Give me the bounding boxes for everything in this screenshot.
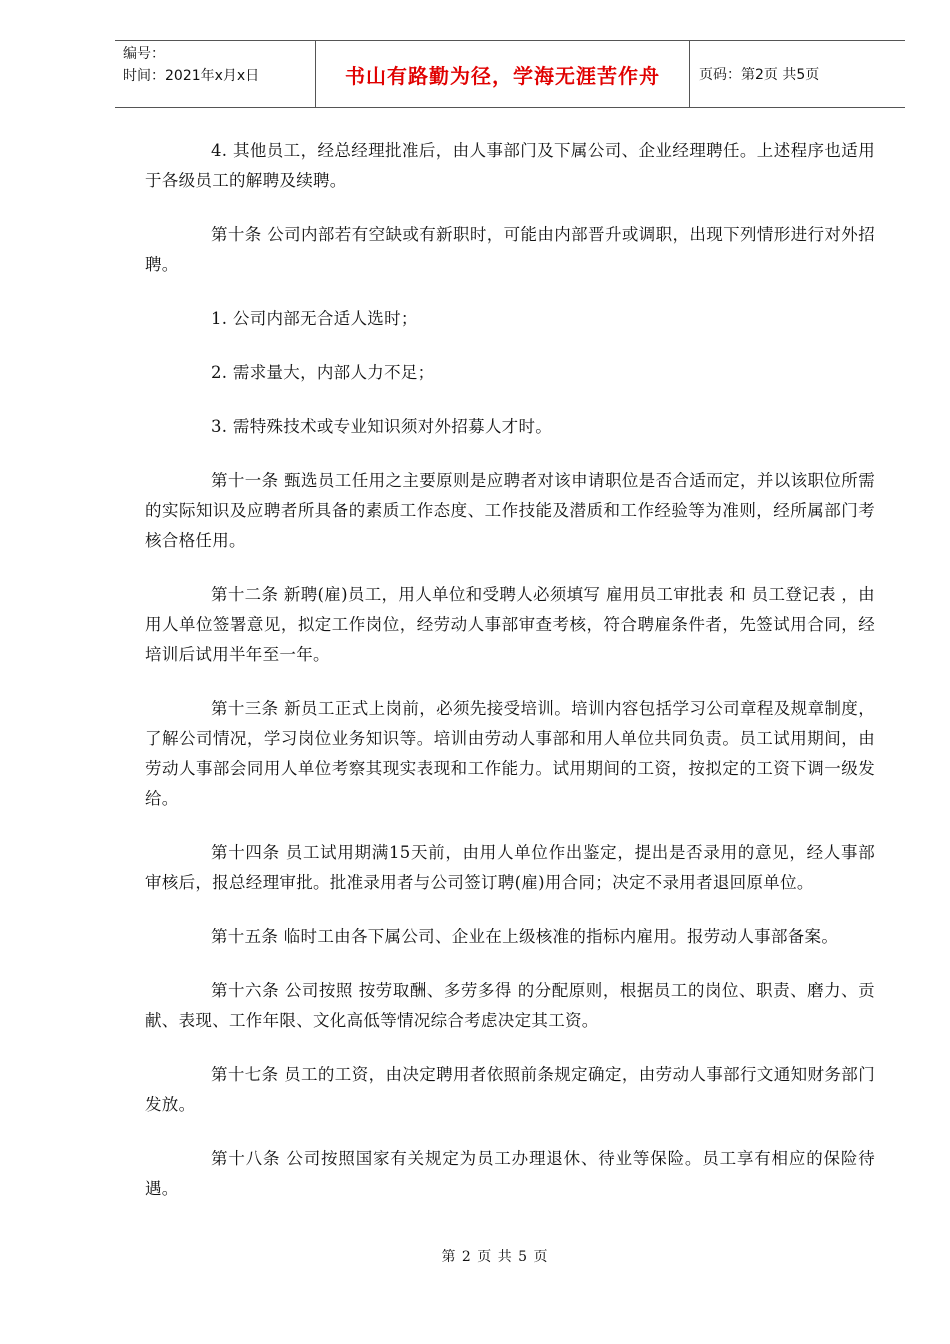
header-meta [115, 41, 316, 107]
paragraph: 3. 需特殊技术或专业知识须对外招募人才时。 [211, 417, 553, 436]
paragraph: 第十七条 员工的工资，由决定聘用者依照前条规定确定，由劳动人事部行文通知财务部门发放。 [145, 1065, 875, 1114]
paragraph: 第十六条 公司按照 按劳取酬、多劳多得 的分配原则，根据员工的岗位、职责、磨力、贡献、表现、工作年限、文化高低等情况综合考虑决定其工资。 [145, 981, 875, 1030]
document-time: 时间：2021年x月x日 [123, 68, 260, 84]
paragraph: 第十二条 新聘(雇)员工，用人单位和受聘人必须填写 雇用员工审批表 和 员工登记表 ，由用人单位签署意见，拟定工作岗位，经劳动人事部审查考核，符合聘雇条件者，先签试用合同，经培训后试用半年至一年。 [145, 585, 875, 664]
paragraph: 2. 需求量大，内部人力不足； [211, 363, 435, 382]
paragraph: 第十条 公司内部若有空缺或有新职时，可能由内部晋升或调职，出现下列情形进行对外招聘。 [145, 225, 875, 274]
paragraph: 第十四条 员工试用期满15天前，由用人单位作出鉴定，提出是否录用的意见，经人事部审核后，报总经理审批。批准录用者与公司签订聘(雇)用合同；决定不录用者退回原单位。 [145, 843, 875, 892]
page-footer: 第 2 页 共 5 页 [441, 1249, 549, 1265]
header-page-info: 页码：第2页 共5页 [699, 67, 820, 83]
paragraph: 4. 其他员工，经总经理批准后，由人事部门及下属公司、企业经理聘任。上述程序也适用于各级员工的解聘及续聘。 [145, 141, 875, 190]
paragraph: 1. 公司内部无合适人选时； [211, 309, 418, 328]
paragraph: 第十三条 新员工正式上岗前，必须先接受培训。培训内容包括学习公司章程及规章制度，了解公司情况，学习岗位业务知识等。培训由劳动人事部和用人单位共同负责。员工试用期间，由劳动人事部会同用人单位考察其现实表现和工作能力。试用期间的工资，按拟定的工资下调一级发给。 [145, 699, 875, 808]
header-motto: 书山有路勤为径，学海无涯苦作舟 [345, 63, 660, 88]
paragraph: 第十八条 公司按照国家有关规定为员工办理退休、待业等保险。员工享有相应的保险待遇。 [145, 1149, 875, 1198]
header-motto-cell [316, 41, 690, 107]
document-number-label: 编号： [123, 46, 165, 62]
paragraph: 第十五条 临时工由各下属公司、企业在上级核准的指标内雇用。报劳动人事部备案。 [211, 927, 839, 946]
document-body [145, 136, 875, 1228]
paragraph: 第十一条 甄选员工任用之主要原则是应聘者对该申请职位是否合适而定，并以该职位所需的实际知识及应聘者所具备的素质工作态度、工作技能及潜质和工作经验等为准则，经所属部门考核合格任用。 [145, 471, 875, 550]
page-header [115, 40, 905, 108]
